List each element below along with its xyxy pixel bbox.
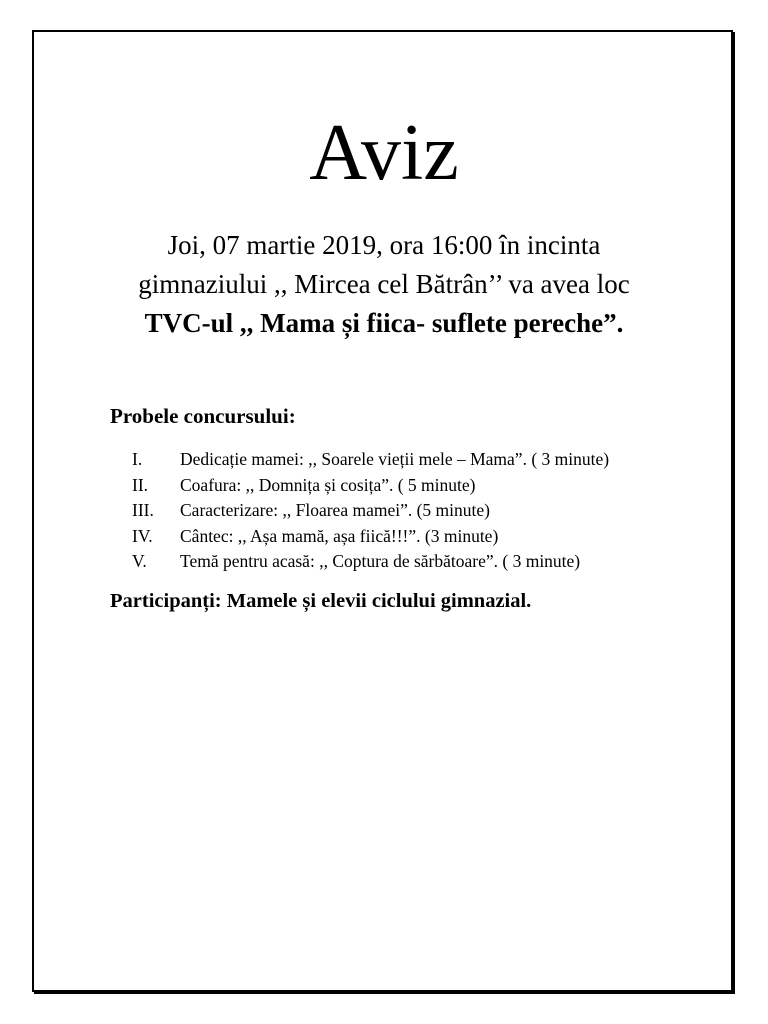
event-name: TVC-ul ,, Mama și fiica- suflete pereche”. <box>144 308 624 338</box>
list-item <box>110 524 710 550</box>
list-item <box>110 549 710 575</box>
item-number: I. <box>132 449 143 469</box>
participants-line: Participanți: Mamele și elevii ciclului gimnazial. <box>110 590 532 612</box>
notice-intro <box>60 226 708 343</box>
intro-line-2: gimnaziului ,, Mircea cel Bătrân’’ va avea loc <box>138 269 630 299</box>
section-heading: Probele concursului: <box>110 404 296 428</box>
item-text: Caracterizare: ,, Floarea mamei”. (5 minute) <box>180 500 490 520</box>
item-number: III. <box>132 500 154 520</box>
item-number: II. <box>132 474 149 495</box>
list-item <box>110 498 710 524</box>
notice-title: Aviz <box>309 109 459 197</box>
item-text: Coafura: ,, Domnița și cosița”. ( 5 minute) <box>180 474 476 495</box>
intro-line-1: Joi, 07 martie 2019, ora 16:00 în incinta <box>167 230 601 260</box>
item-text: Temă pentru acasă: ,, Coptura de sărbătoare”. ( 3 minute) <box>180 551 581 571</box>
item-text: Cântec: ,, Așa mamă, așa fiică!!!”. (3 minute) <box>180 525 499 546</box>
contest-items-list <box>110 447 710 575</box>
list-item <box>110 473 710 499</box>
item-number: V. <box>132 551 147 571</box>
item-text: Dedicație mamei: ,, Soarele vieții mele – Mama”. ( 3 minute) <box>180 449 610 469</box>
item-number: IV. <box>132 525 153 546</box>
list-item <box>110 447 710 473</box>
